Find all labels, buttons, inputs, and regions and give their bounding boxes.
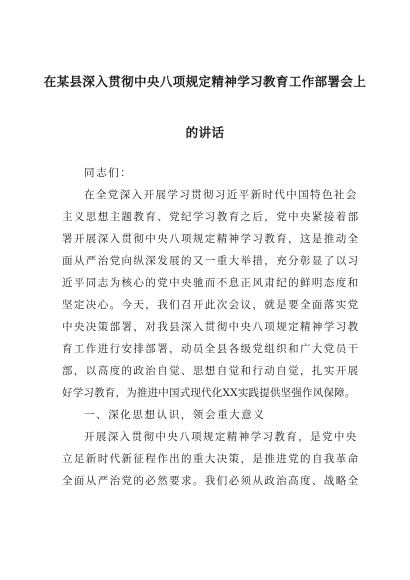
paragraph-1-line: 近平同志为核心的党中央驰而不息正风肃纪的鲜明态度和 (62, 277, 360, 289)
paragraph-2-line: 立足新时代新征程作出的重大决策，是推进党的自我革命 (62, 453, 360, 465)
document-title-line-1: 在某县深入贯彻中央八项规定精神学习教育工作部署会上 (43, 74, 367, 89)
paragraph-2-line: 全面从严治党的必然要求。我们必须从政治高度、战略全 (62, 475, 360, 487)
paragraph-1-line: 在全党深入开展学习贯彻习近平新时代中国特色社会 (84, 189, 358, 201)
paragraph-2-line: 开展深入贯彻中央八项规定精神学习教育，是党中央 (84, 431, 358, 443)
paragraph-1-line: 部，以高度的政治自觉、思想自觉和行动自觉，扎实开展 (62, 365, 360, 377)
paragraph-1-line: 主义思想主题教育、党纪学习教育之后，党中央紧接着部 (62, 211, 360, 223)
document-body (62, 162, 360, 492)
paragraph-1-line: 署开展深入贯彻中央八项规定精神学习教育，这是推动全 (62, 233, 360, 245)
paragraph-1-line: 坚定决心。今天，我们召开此次会议，就是要全面落实党 (62, 299, 360, 311)
paragraph-1-line: 中央决策部署，对我县深入贯彻中央八项规定精神学习教 (62, 321, 360, 333)
section-1-heading: 一、深化思想认识，领会重大意义 (84, 409, 266, 421)
salutation: 同志们： (84, 167, 133, 179)
document-title-line-2: 的讲话 (185, 125, 225, 140)
paragraph-1-line: 面从严治党向纵深发展的又一重大举措，充分彰显了以习 (62, 255, 360, 267)
paragraph-1-line: 育工作进行安排部署，动员全县各级党组织和广大党员干 (62, 343, 360, 355)
paragraph-1-line: 好学习教育，为推进中国式现代化XX实践提供坚强作风保障。 (62, 387, 356, 399)
